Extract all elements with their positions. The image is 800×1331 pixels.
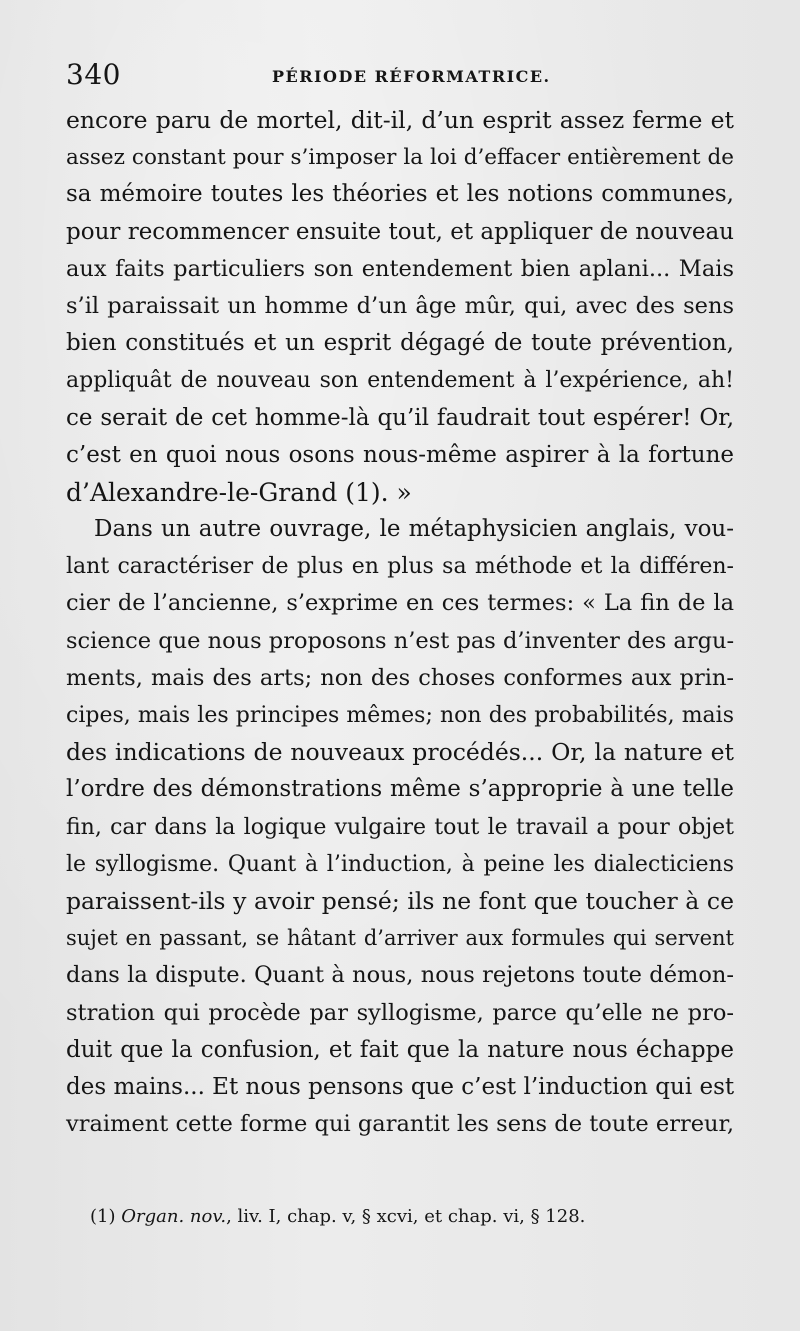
text-line: pour recommencer ensuite tout, et appliquer de nouveau (66, 218, 734, 245)
paragraph-start-line: Dans un autre ouvrage, le métaphysicien anglais, vou- (94, 516, 734, 543)
text-line: stration qui procède par syllogisme, parce qu’elle ne pro- (66, 999, 734, 1026)
footnote (90, 1206, 585, 1227)
chapter-title: PÉRIODE RÉFORMATRICE. (272, 67, 551, 86)
footnote-reference: , liv. I, chap. v, § xcvi, et chap. vi, § 128. (226, 1206, 586, 1227)
running-head (66, 58, 734, 94)
text-line: sujet en passant, se hâtant d’arriver aux formules qui servent (66, 926, 734, 951)
text-line: science que nous proposons n’est pas d’inventer des argu- (66, 627, 735, 654)
text-line: assez constant pour s’imposer la loi d’effacer entièrement de (66, 145, 734, 171)
text-line: paraissent-ils y avoir pensé; ils ne font que toucher à ce (66, 886, 734, 915)
text-line: lant caractériser de plus en plus sa méthode et la différen- (66, 554, 734, 580)
text-line: le syllogisme. Quant à l’induction, à peine les dialecticiens (66, 851, 734, 877)
text-line: appliquât de nouveau son entendement à l’expérience, ah! (66, 368, 734, 394)
text-line: fin, car dans la logique vulgaire tout le travail a pour objet (66, 814, 734, 840)
text-line: ce serait de cet homme-là qu’il faudrait tout espérer! Or, (66, 404, 734, 431)
footnote-work-title: Organ. nov. (121, 1206, 227, 1227)
footnote-number: (1) (90, 1206, 116, 1227)
text-line: des indications de nouveaux procédés... Or, la nature et (66, 738, 734, 767)
text-line: d’Alexandre-le-Grand (1). » (66, 477, 412, 507)
text-line: cier de l’ancienne, s’exprime en ces termes: « La fin de la (66, 590, 734, 617)
text-line: sa mémoire toutes les théories et les notions communes, (66, 181, 734, 208)
text-line: bien constitués et un esprit dégagé de toute prévention, (66, 330, 734, 357)
text-line: l’ordre des démonstrations même s’approprie à une telle (66, 776, 734, 803)
text-line: dans la dispute. Quant à nous, nous rejetons toute démon- (66, 962, 734, 989)
page-number: 340 (66, 58, 121, 91)
text-line: duit que la confusion, et fait que la nature nous échappe (66, 1036, 734, 1063)
text-line: encore paru de mortel, dit-il, d’un esprit assez ferme et (66, 106, 734, 134)
text-line: s’il paraissait un homme d’un âge mûr, qui, avec des sens (66, 292, 734, 319)
text-line: ments, mais des arts; non des choses conformes aux prin- (66, 664, 734, 691)
text-line: vraiment cette forme qui garantit les sens de toute erreur, (66, 1111, 734, 1138)
text-line: aux faits particuliers son entendement bien aplani... Mais (66, 255, 734, 282)
text-line: des mains... Et nous pensons que c’est l’induction qui est (66, 1073, 735, 1100)
text-line: c’est en quoi nous osons nous-même aspirer à la fortune (66, 441, 734, 468)
text-line: cipes, mais les principes mêmes; non des probabilités, mais (66, 703, 734, 728)
body-text (66, 102, 734, 1143)
